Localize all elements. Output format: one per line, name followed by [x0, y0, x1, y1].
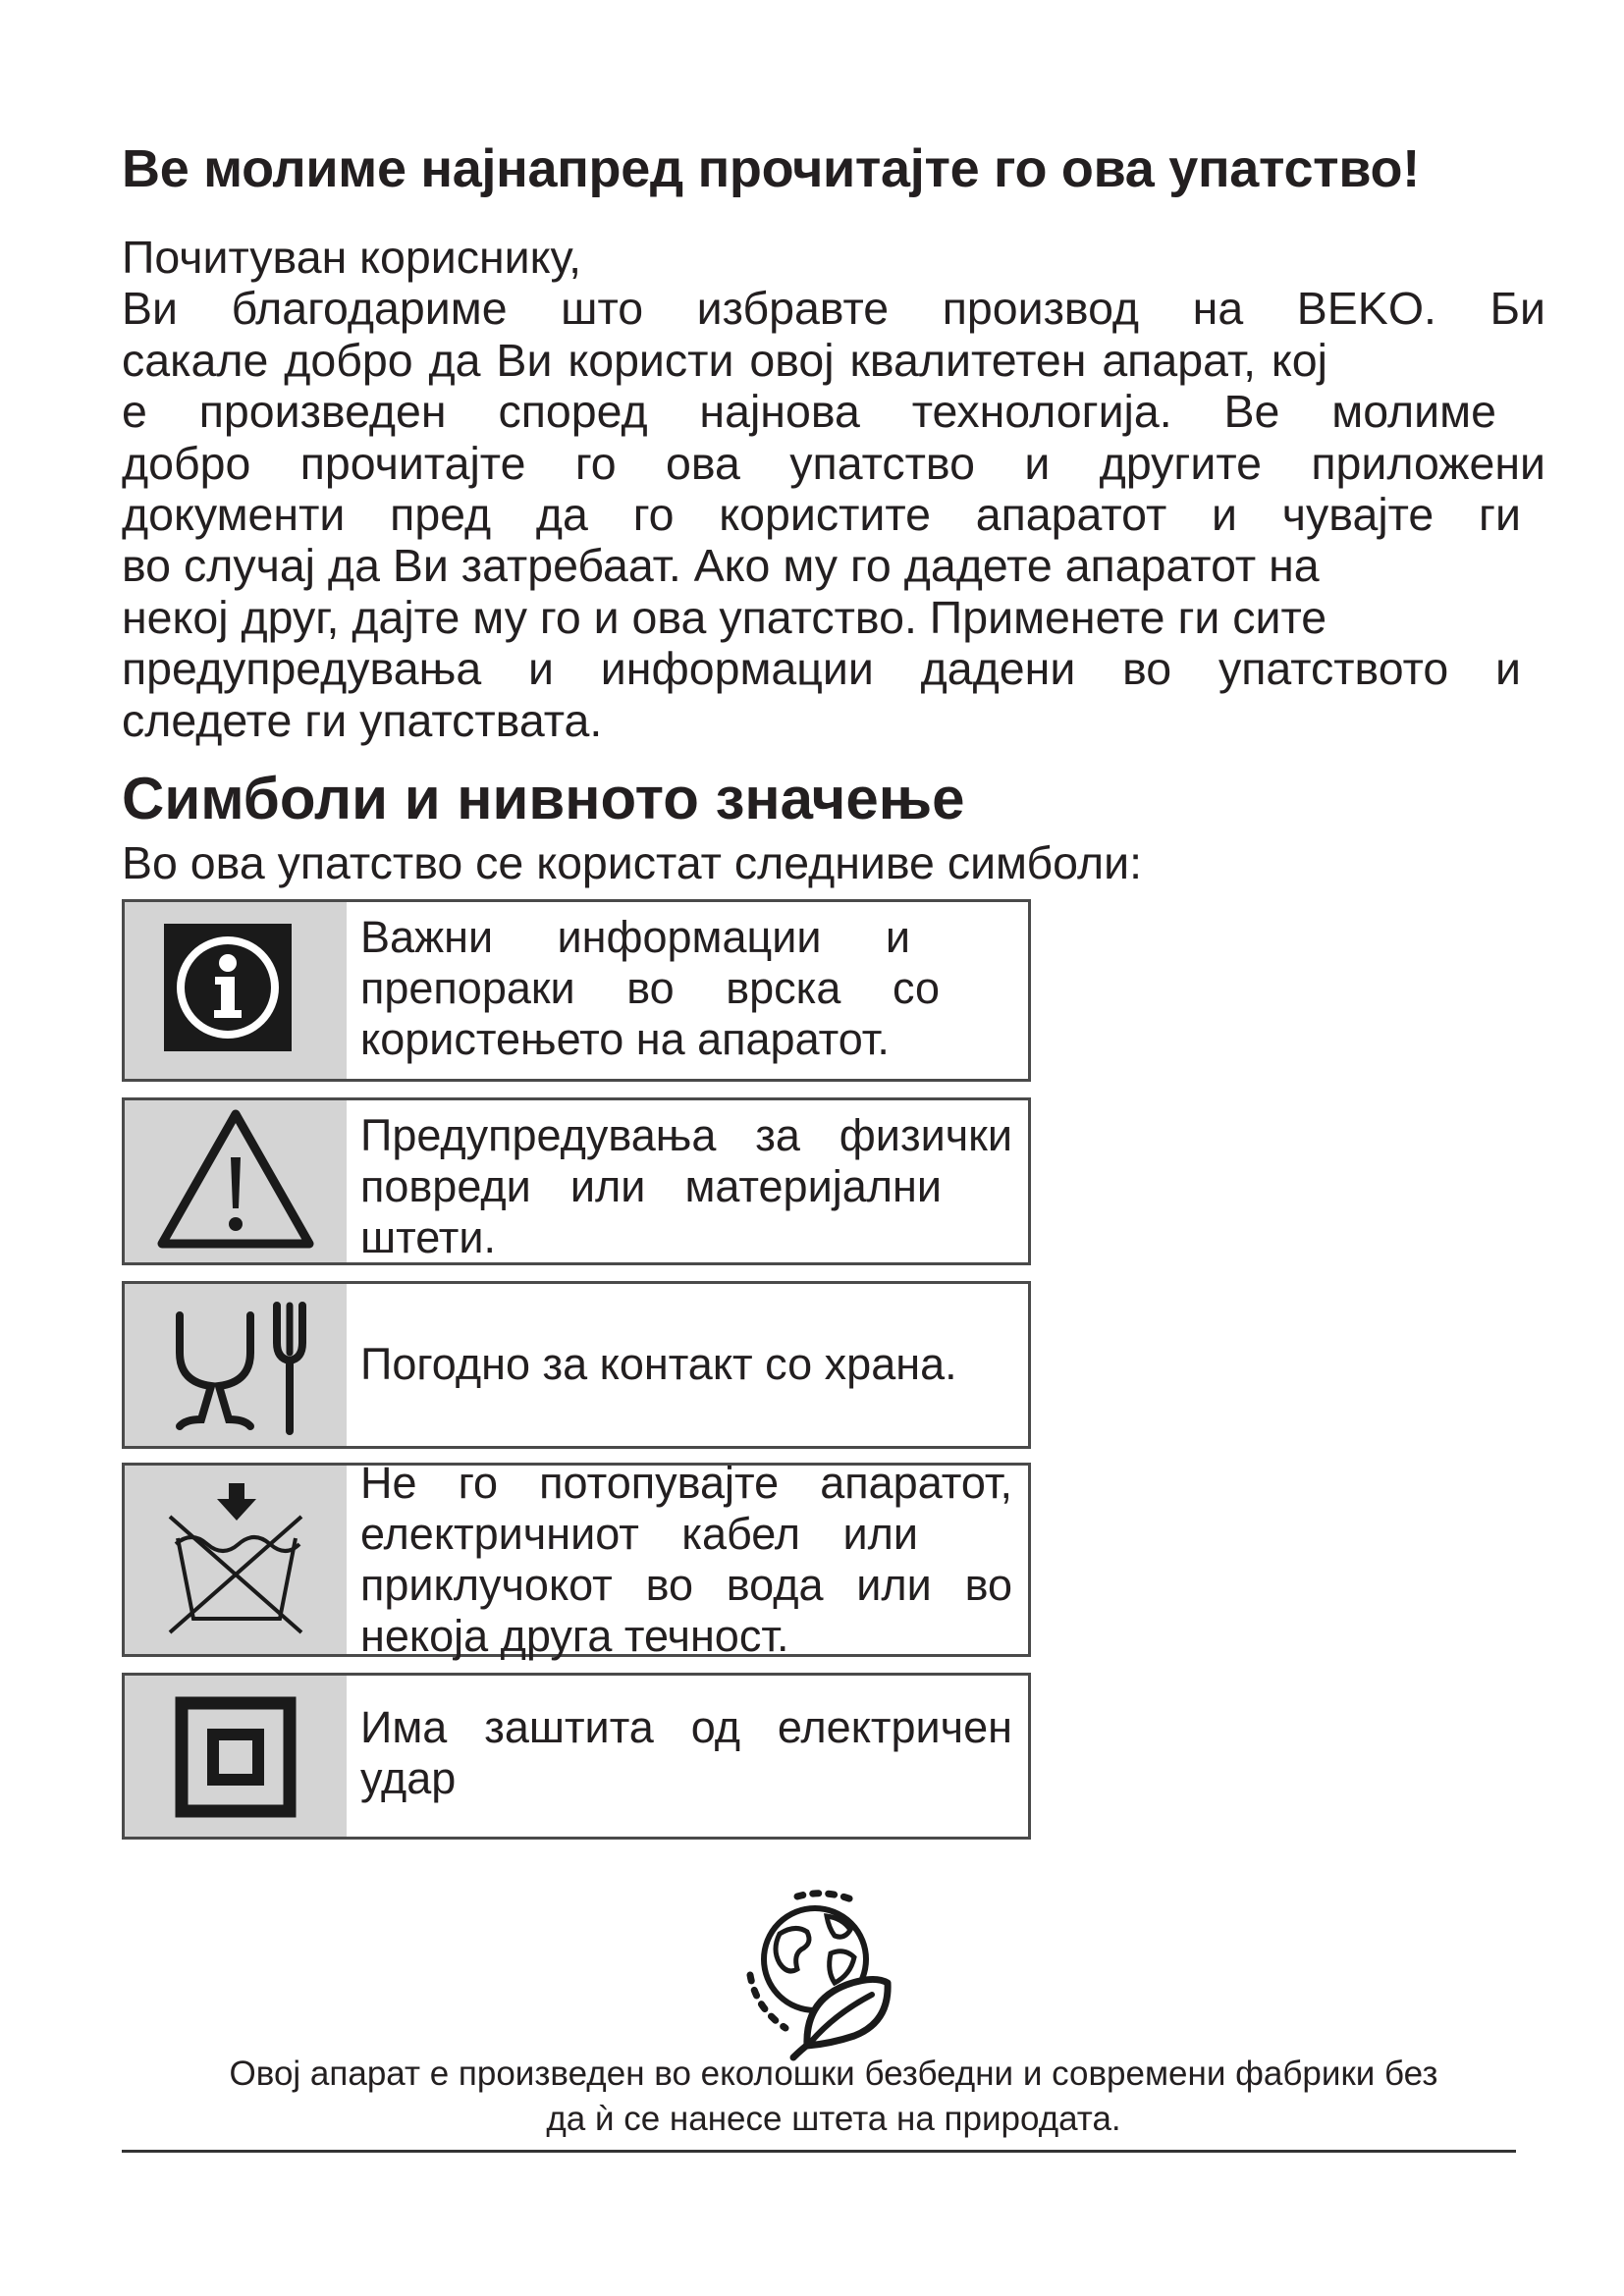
symbol-line: Предупредувања за физички	[360, 1110, 1012, 1160]
intro-line: Ви благодариме што избравте производ на BEKO. Би	[122, 283, 1545, 335]
symbol-row-double-insulation	[122, 1673, 1031, 1840]
intro-line: некој друг, дајте му го и ова упатство. Применете ги сите	[122, 591, 1327, 643]
symbol-row-info	[122, 899, 1031, 1082]
symbol-line: штети.	[360, 1212, 496, 1262]
intro-line: во случај да Ви затребаат. Ако му го дадете апаратот на	[122, 540, 1320, 592]
symbols-lead: Во ова упатство се користат следниве симболи:	[122, 837, 1142, 888]
symbol-description	[360, 1110, 1012, 1263]
symbol-line: препораки во врска со	[360, 963, 940, 1013]
eco-line: да ѝ се нанесе штета на природата.	[546, 2100, 1121, 2138]
symbol-cell	[125, 1284, 347, 1446]
eco-statement	[122, 2052, 1545, 2142]
intro-line: сакале добро да Ви користи овој квалитетен апарат, кој	[122, 334, 1327, 386]
intro-line: е произведен според најнова технологија. Ве молиме	[122, 386, 1496, 438]
symbol-row-food-contact	[122, 1281, 1031, 1449]
symbol-row-warning	[122, 1097, 1031, 1265]
symbol-line: повреди или материјални	[360, 1161, 942, 1211]
symbol-line: Погодно за контакт со храна.	[360, 1339, 957, 1389]
symbol-description	[360, 1702, 1012, 1804]
intro-line: следете ги упатствата.	[122, 694, 603, 746]
intro-line: предупредувања и информации дадени во упатството и	[122, 643, 1521, 695]
footer-divider	[122, 2150, 1516, 2153]
eco-line: Овој апарат е произведен во еколошки безбедни и современи фабрики без	[229, 2055, 1438, 2093]
intro-line: добро прочитајте го ова упатство и другите приложени	[122, 437, 1545, 489]
double-insulation-icon	[125, 1676, 347, 1837]
symbol-line: Има заштита од електричен	[360, 1702, 1012, 1752]
symbol-line: Важни информации и	[360, 912, 910, 962]
symbol-cell	[125, 902, 347, 1079]
intro-line: Почитуван кориснику,	[122, 232, 582, 283]
symbols-heading: Симболи и нивното значење	[122, 766, 965, 831]
symbol-cell	[125, 1676, 347, 1837]
do-not-immerse-icon	[125, 1466, 347, 1654]
symbol-line: Не го потопувајте апаратот,	[360, 1458, 1012, 1508]
page-title: Ве молиме најнапред прочитајте го ова упатство!	[122, 139, 1420, 198]
symbol-cell	[125, 1466, 347, 1654]
symbol-description	[360, 912, 1012, 1065]
symbol-line: некоја друга течност.	[360, 1611, 789, 1661]
warning-triangle-icon	[125, 1100, 347, 1262]
symbol-description	[360, 1458, 1012, 1662]
symbol-line: удар	[360, 1753, 457, 1803]
info-icon	[125, 902, 347, 1079]
symbol-line: приклучокот во вода или во	[360, 1560, 1012, 1610]
symbol-description	[360, 1339, 1012, 1390]
symbol-line: електричниот кабел или	[360, 1509, 918, 1559]
symbol-line: користењето на апаратот.	[360, 1014, 890, 1064]
food-contact-icon	[125, 1284, 347, 1446]
intro-line: документи пред да го користите апаратот и чувајте ги	[122, 489, 1521, 541]
symbol-cell	[125, 1100, 347, 1262]
symbol-row-do-not-immerse	[122, 1458, 1031, 1661]
eco-globe-leaf-icon	[736, 1885, 903, 2061]
intro-paragraph	[122, 232, 1545, 746]
